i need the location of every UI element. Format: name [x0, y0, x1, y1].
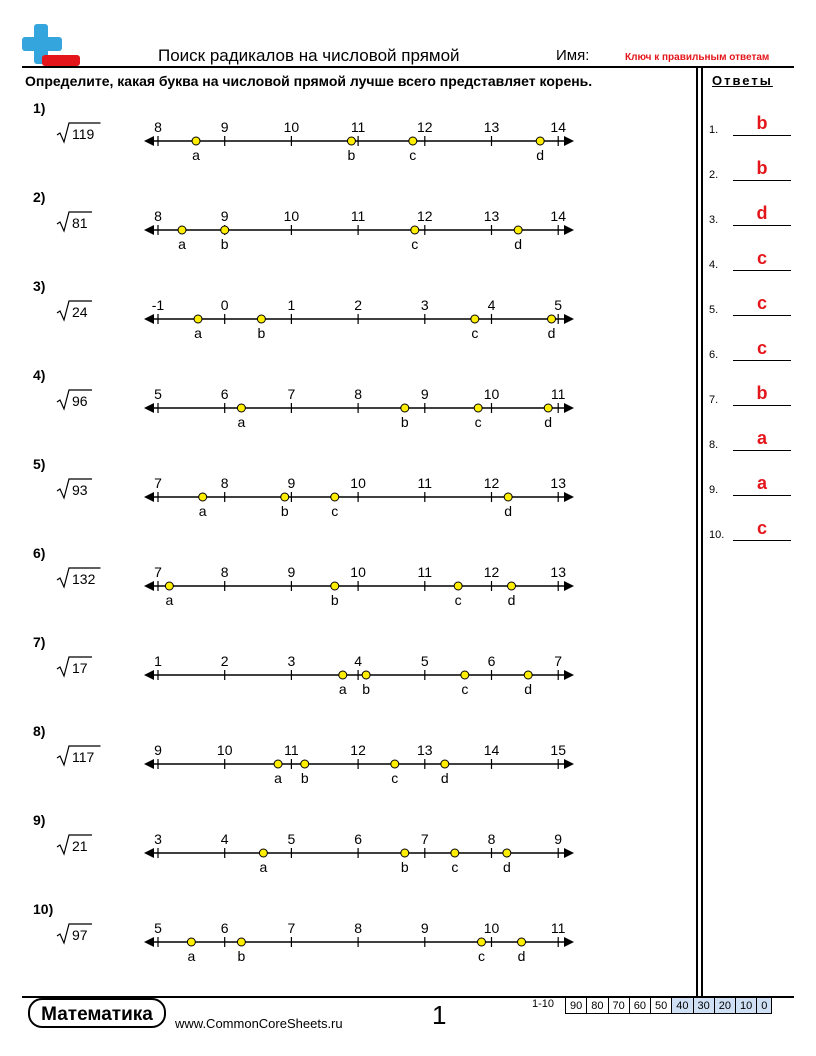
- tick-label: 9: [420, 920, 429, 936]
- answer-row: [709, 245, 795, 271]
- point-marker: [391, 760, 399, 768]
- point-label: b: [237, 948, 246, 964]
- point-label: a: [187, 948, 196, 964]
- point-marker: [461, 671, 469, 679]
- tick-label: 14: [550, 208, 566, 224]
- arrow-right-icon: [564, 759, 574, 769]
- answer-line: [733, 180, 791, 181]
- arrow-left-icon: [144, 848, 154, 858]
- point-marker: [401, 849, 409, 857]
- tick-label: 12: [417, 208, 433, 224]
- point-marker: [221, 226, 229, 234]
- answer-line: [733, 135, 791, 136]
- number-line: [140, 100, 580, 163]
- tick-label: 10: [283, 119, 300, 135]
- point-marker: [281, 493, 289, 501]
- point-marker: [178, 226, 186, 234]
- tick-label: 4: [487, 297, 496, 313]
- problem: [0, 367, 690, 430]
- point-marker: [477, 938, 485, 946]
- answer-value[interactable]: a: [756, 428, 767, 448]
- problem: [0, 723, 690, 786]
- point-label: b: [257, 325, 266, 341]
- point-label: a: [259, 859, 268, 875]
- answer-value[interactable]: a: [756, 473, 767, 493]
- tick-label: 5: [154, 920, 162, 936]
- answer-number: 9.: [709, 484, 719, 496]
- point-marker: [362, 671, 370, 679]
- answer-line: [733, 360, 791, 361]
- point-label: d: [507, 592, 516, 608]
- tick-label: 10: [350, 564, 366, 580]
- point-marker: [331, 582, 339, 590]
- point-label: d: [514, 236, 523, 252]
- point-label: c: [409, 147, 417, 163]
- problem-number: 2): [33, 189, 46, 205]
- arrow-left-icon: [144, 759, 154, 769]
- tick-label: 4: [220, 831, 229, 847]
- arrow-right-icon: [564, 492, 574, 502]
- tick-label: 12: [350, 742, 366, 758]
- answer-number: 4.: [709, 259, 719, 271]
- point-label: a: [198, 503, 207, 519]
- point-label: b: [400, 859, 409, 875]
- radical-sign-icon: [55, 387, 115, 413]
- answer-line: [733, 495, 791, 496]
- tick-label: 11: [350, 208, 366, 224]
- arrow-right-icon: [564, 670, 574, 680]
- answer-number: 6.: [709, 349, 719, 361]
- arrow-left-icon: [144, 225, 154, 235]
- score-table: [565, 997, 772, 1014]
- point-marker: [274, 760, 282, 768]
- tick-label: 11: [550, 386, 566, 402]
- tick-label: 12: [483, 475, 500, 491]
- tick-label: 6: [220, 920, 229, 936]
- answer-value[interactable]: d: [756, 203, 768, 223]
- tick-label: 11: [550, 920, 566, 936]
- point-marker: [401, 404, 409, 412]
- point-marker: [237, 938, 245, 946]
- point-marker: [508, 582, 516, 590]
- problem: [0, 634, 690, 697]
- point-marker: [548, 315, 556, 323]
- tick-label: 9: [220, 208, 229, 224]
- answer-row: [709, 155, 795, 181]
- point-label: b: [220, 236, 229, 252]
- tick-label: 11: [417, 564, 433, 580]
- tick-label: 13: [483, 119, 500, 135]
- problem: [0, 278, 690, 341]
- point-marker: [474, 404, 482, 412]
- tick-label: 13: [483, 208, 500, 224]
- tick-label: 12: [483, 564, 500, 580]
- page-number: 1: [432, 1000, 447, 1030]
- radicand: 81: [72, 215, 88, 231]
- point-marker: [331, 493, 339, 501]
- score-cell: 50: [651, 998, 672, 1014]
- point-label: a: [194, 325, 202, 341]
- radical-expression: [55, 565, 115, 591]
- arrow-left-icon: [144, 581, 154, 591]
- tick-label: 8: [220, 564, 229, 580]
- tick-label: 13: [550, 475, 566, 491]
- tick-label: 8: [487, 831, 496, 847]
- point-label: a: [338, 681, 347, 697]
- number-line: [140, 901, 580, 964]
- point-marker: [451, 849, 459, 857]
- problem-number: 6): [33, 545, 46, 561]
- site-url: www.CommonCoreSheets.ru: [175, 1016, 343, 1031]
- answer-number: 1.: [709, 124, 719, 136]
- tick-label: 11: [284, 742, 299, 758]
- tick-label: 7: [554, 653, 563, 669]
- score-range-label: 1-10: [532, 998, 555, 1010]
- tick-label: 3: [420, 297, 429, 313]
- point-label: b: [362, 681, 371, 697]
- tick-label: 6: [487, 653, 496, 669]
- tick-label: 3: [154, 831, 162, 847]
- radical-sign-icon: [55, 921, 115, 947]
- arrow-right-icon: [564, 937, 574, 947]
- point-marker: [518, 938, 526, 946]
- tick-label: 8: [354, 920, 362, 936]
- point-label: c: [461, 681, 469, 697]
- point-label: b: [347, 147, 356, 163]
- arrow-left-icon: [144, 403, 154, 413]
- answer-line: [733, 315, 791, 316]
- arrow-right-icon: [564, 848, 574, 858]
- problem-number: 9): [33, 812, 46, 828]
- tick-label: 14: [550, 119, 566, 135]
- point-label: b: [280, 503, 289, 519]
- number-line: [140, 189, 580, 252]
- point-marker: [237, 404, 245, 412]
- tick-label: 10: [483, 920, 500, 936]
- radical-expression: [55, 832, 115, 858]
- tick-label: 7: [154, 475, 162, 491]
- tick-label: 10: [216, 742, 233, 758]
- point-label: c: [391, 770, 399, 786]
- score-cell: 0: [757, 998, 772, 1014]
- answer-line: [733, 225, 791, 226]
- point-marker: [347, 137, 355, 145]
- tick-label: 10: [350, 475, 366, 491]
- radical-expression: [55, 476, 115, 502]
- subject-badge: Математика: [28, 998, 166, 1028]
- answer-number: 5.: [709, 304, 719, 316]
- tick-label: 0: [220, 297, 229, 313]
- arrow-right-icon: [564, 403, 574, 413]
- tick-label: 6: [220, 386, 229, 402]
- point-label: a: [178, 236, 186, 252]
- problem: [0, 100, 690, 163]
- radicand: 117: [72, 749, 95, 765]
- point-marker: [409, 137, 417, 145]
- tick-label: 6: [354, 831, 362, 847]
- point-marker: [187, 938, 195, 946]
- point-label: d: [524, 681, 533, 697]
- answer-value[interactable]: c: [756, 518, 767, 538]
- radicand: 24: [72, 304, 88, 320]
- tick-label: 15: [550, 742, 566, 758]
- score-cell: 30: [693, 998, 714, 1014]
- score-cell: 90: [566, 998, 587, 1014]
- tick-label: 11: [350, 119, 366, 135]
- answer-number: 2.: [709, 169, 719, 181]
- name-label: Имя:: [556, 47, 590, 64]
- radical-sign-icon: [55, 654, 115, 680]
- number-line: [140, 545, 580, 608]
- tick-label: 14: [483, 742, 500, 758]
- point-label: c: [477, 948, 485, 964]
- radical-sign-icon: [55, 209, 115, 235]
- tick-label: 9: [420, 386, 429, 402]
- number-line: [140, 634, 580, 697]
- answer-row: [709, 335, 795, 361]
- tick-label: 9: [554, 831, 563, 847]
- score-cell: 80: [587, 998, 608, 1014]
- point-marker: [544, 404, 552, 412]
- tick-label: 7: [287, 920, 296, 936]
- tick-label: 5: [154, 386, 162, 402]
- point-label: a: [274, 770, 282, 786]
- tick-label: 13: [550, 564, 566, 580]
- problem-number: 5): [33, 456, 46, 472]
- point-label: d: [504, 503, 513, 519]
- answers-column-divider: [696, 66, 698, 996]
- answer-row: [709, 380, 795, 406]
- tick-label: 4: [354, 653, 362, 669]
- point-label: c: [411, 236, 419, 252]
- tick-label: 5: [554, 297, 563, 313]
- point-marker: [339, 671, 347, 679]
- score-cell: 20: [714, 998, 735, 1014]
- answers-column-divider: [701, 66, 703, 996]
- tick-label: 13: [417, 742, 433, 758]
- answer-row: [709, 515, 795, 541]
- problem-number: 4): [33, 367, 46, 383]
- answer-line: [733, 270, 791, 271]
- arrow-right-icon: [564, 136, 574, 146]
- point-marker: [411, 226, 419, 234]
- point-label: b: [400, 414, 409, 430]
- score-cell: 40: [672, 998, 693, 1014]
- point-label: a: [165, 592, 174, 608]
- answer-value[interactable]: c: [756, 293, 767, 313]
- answer-row: [709, 425, 795, 451]
- radical-sign-icon: [55, 832, 115, 858]
- problem: [0, 456, 690, 519]
- radical-expression: [55, 120, 115, 146]
- problem-number: 8): [33, 723, 46, 739]
- answer-number: 3.: [709, 214, 719, 226]
- point-marker: [536, 137, 544, 145]
- radical-expression: [55, 298, 115, 324]
- tick-label: 10: [283, 208, 300, 224]
- point-label: d: [517, 948, 526, 964]
- answer-number: 10.: [709, 529, 725, 541]
- point-marker: [257, 315, 265, 323]
- problem: [0, 812, 690, 875]
- tick-label: 8: [154, 208, 162, 224]
- tick-label: 11: [417, 475, 433, 491]
- problem-number: 7): [33, 634, 46, 650]
- radical-sign-icon: [55, 565, 115, 591]
- radicand: 119: [72, 126, 95, 142]
- answer-row: [709, 200, 795, 226]
- point-marker: [165, 582, 173, 590]
- tick-label: 8: [220, 475, 229, 491]
- tick-label: 5: [420, 653, 429, 669]
- number-line: [140, 812, 580, 875]
- answer-value[interactable]: b: [756, 113, 768, 133]
- point-label: d: [502, 859, 511, 875]
- radical-sign-icon: [55, 743, 115, 769]
- tick-label: 9: [287, 564, 296, 580]
- point-marker: [471, 315, 479, 323]
- arrow-left-icon: [144, 492, 154, 502]
- score-cell: 60: [629, 998, 650, 1014]
- answer-number: 8.: [709, 439, 719, 451]
- point-marker: [194, 315, 202, 323]
- point-label: d: [440, 770, 449, 786]
- tick-label: 5: [287, 831, 296, 847]
- answer-value[interactable]: c: [756, 338, 767, 358]
- header-divider: [22, 66, 794, 68]
- point-label: b: [300, 770, 309, 786]
- point-label: c: [474, 414, 482, 430]
- point-label: c: [331, 503, 339, 519]
- problem: [0, 545, 690, 608]
- tick-label: 10: [483, 386, 500, 402]
- tick-label: 8: [154, 119, 162, 135]
- radical-expression: [55, 209, 115, 235]
- radical-sign-icon: [55, 476, 115, 502]
- score-cell: 70: [608, 998, 629, 1014]
- point-marker: [524, 671, 532, 679]
- answer-value[interactable]: c: [756, 248, 767, 268]
- tick-label: 1: [287, 297, 296, 313]
- arrow-right-icon: [564, 581, 574, 591]
- radicand: 132: [72, 571, 96, 587]
- tick-label: 7: [154, 564, 162, 580]
- radical-expression: [55, 387, 115, 413]
- point-label: d: [544, 414, 553, 430]
- answer-value[interactable]: b: [756, 158, 768, 178]
- logo-icon: [22, 24, 82, 68]
- tick-label: 9: [287, 475, 296, 491]
- point-label: a: [237, 414, 246, 430]
- number-line: [140, 278, 580, 341]
- answer-key-label: Ключ к правильным ответам: [625, 52, 770, 63]
- score-cell: 10: [736, 998, 757, 1014]
- answers-title: Ответы: [712, 73, 773, 88]
- radical-sign-icon: [55, 120, 115, 146]
- tick-label: 2: [220, 653, 229, 669]
- problem-number: 1): [33, 100, 46, 116]
- tick-label: 3: [287, 653, 296, 669]
- problem: [0, 901, 690, 964]
- page-title: Поиск радикалов на числовой прямой: [158, 46, 460, 65]
- radicand: 93: [72, 482, 88, 498]
- point-label: c: [451, 859, 459, 875]
- radical-expression: [55, 654, 115, 680]
- radicand: 96: [72, 393, 88, 409]
- instructions: Определите, какая буква на числовой прямой лучше всего представляет корень.: [25, 73, 593, 89]
- point-label: a: [192, 147, 200, 163]
- point-marker: [259, 849, 267, 857]
- point-marker: [454, 582, 462, 590]
- point-marker: [301, 760, 309, 768]
- tick-label: -1: [151, 297, 165, 313]
- tick-label: 7: [420, 831, 429, 847]
- number-line: [140, 456, 580, 519]
- point-marker: [199, 493, 207, 501]
- answer-line: [733, 405, 791, 406]
- radical-sign-icon: [55, 298, 115, 324]
- number-line: [140, 367, 580, 430]
- radical-expression: [55, 921, 115, 947]
- tick-label: 9: [220, 119, 229, 135]
- tick-label: 1: [154, 653, 162, 669]
- problem-number: 3): [33, 278, 46, 294]
- answer-value[interactable]: b: [756, 383, 768, 403]
- radicand: 21: [72, 838, 88, 854]
- answer-line: [733, 540, 791, 541]
- point-marker: [503, 849, 511, 857]
- point-label: c: [454, 592, 462, 608]
- arrow-left-icon: [144, 314, 154, 324]
- radical-expression: [55, 743, 115, 769]
- problem-number: 10): [33, 901, 54, 917]
- arrow-right-icon: [564, 225, 574, 235]
- radicand: 97: [72, 927, 88, 943]
- arrow-left-icon: [144, 937, 154, 947]
- number-line: [140, 723, 580, 786]
- point-label: d: [547, 325, 556, 341]
- tick-label: 9: [154, 742, 162, 758]
- answer-line: [733, 450, 791, 451]
- tick-label: 7: [287, 386, 296, 402]
- problem: [0, 189, 690, 252]
- point-marker: [514, 226, 522, 234]
- point-marker: [504, 493, 512, 501]
- answer-row: [709, 470, 795, 496]
- point-marker: [192, 137, 200, 145]
- radicand: 17: [72, 660, 88, 676]
- point-label: d: [536, 147, 545, 163]
- arrow-left-icon: [144, 670, 154, 680]
- arrow-left-icon: [144, 136, 154, 146]
- answer-number: 7.: [709, 394, 719, 406]
- point-label: b: [330, 592, 339, 608]
- tick-label: 12: [417, 119, 433, 135]
- point-label: c: [471, 325, 479, 341]
- point-marker: [441, 760, 449, 768]
- answer-row: [709, 290, 795, 316]
- answer-row: [709, 110, 795, 136]
- tick-label: 8: [354, 386, 362, 402]
- tick-label: 2: [354, 297, 362, 313]
- arrow-right-icon: [564, 314, 574, 324]
